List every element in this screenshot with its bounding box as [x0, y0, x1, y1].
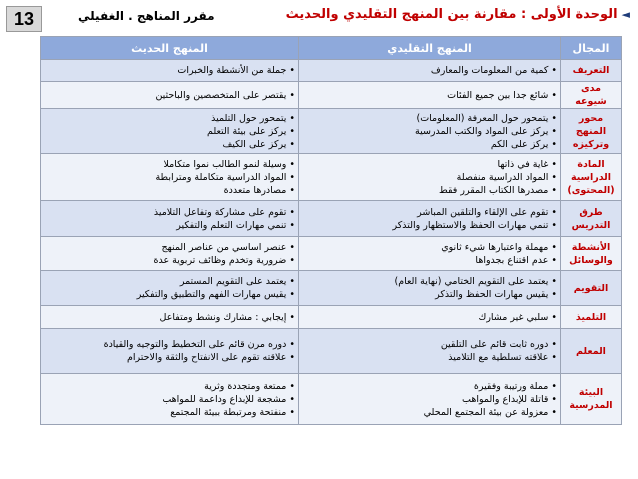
traditional-cell [299, 374, 561, 425]
table-header-row [41, 37, 622, 60]
bullet-item: • يركز على المواد والكتب المدرسية [302, 125, 557, 138]
bullet-item: • يعتمد على التقويم المستمر [44, 275, 295, 288]
bullet-item: • يقيس مهارات الفهم والتطبيق والتفكير [44, 288, 295, 301]
bullet-item: • تقوم على الإلقاء والتلقين المباشر [302, 206, 557, 219]
row-label: المعلم [561, 329, 622, 374]
traditional-cell [299, 201, 561, 237]
bullet-item: • تقوم على مشاركة وتفاعل التلاميذ [44, 206, 295, 219]
modern-cell [41, 306, 299, 329]
bullet-item: • وسيلة لنمو الطالب نموا متكاملا [44, 158, 295, 171]
bullet-item: • علاقته تقوم على الانفتاح والثقة والاحترام [44, 351, 295, 364]
bullet-item: • تنمي مهارات التعلم والتفكير [44, 219, 295, 232]
row-label: التلميذ [561, 306, 622, 329]
bullet-item: • عدم اقتناع بجدواها [302, 254, 557, 267]
bullet-item: • معزولة عن بيئة المجتمع المحلي [302, 406, 557, 419]
row-label: المادة الدراسية (المحتوى) [561, 154, 622, 201]
course-title: مقرر المناهج . الغفيلي [78, 9, 215, 23]
table-row [41, 329, 622, 374]
bullet-item: • كمية من المعلومات والمعارف [302, 64, 557, 77]
traditional-cell [299, 329, 561, 374]
table-row [41, 271, 622, 306]
bullet-item: • مصادرها متعددة [44, 184, 295, 197]
row-label: محور المنهج وتركيزه [561, 109, 622, 154]
bullet-item: • دوره مرن قائم على التخطيط والتوجيه والقيادة [44, 338, 295, 351]
row-label: طرق التدريس [561, 201, 622, 237]
table-row [41, 109, 622, 154]
bullet-item: • يركز على بيئة التعلم [44, 125, 295, 138]
traditional-cell [299, 237, 561, 271]
bullet-item: • المواد الدراسية متكاملة ومترابطة [44, 171, 295, 184]
column-header-modern: المنهج الحديث [41, 37, 299, 60]
bullet-item: • ممتعة ومتجددة وثرية [44, 380, 295, 393]
modern-cell [41, 271, 299, 306]
page-number: 13 [6, 6, 42, 32]
row-label: التعريف [561, 60, 622, 82]
table-row [41, 82, 622, 109]
traditional-cell [299, 60, 561, 82]
modern-cell [41, 60, 299, 82]
triangle-arrow-icon: ◄ [621, 8, 630, 21]
comparison-table [40, 36, 622, 425]
bullet-item: • مملة ورتيبة وفقيرة [302, 380, 557, 393]
unit-title-text: الوحدة الأولى : مقارنة بين المنهج التقليدي والحديث [285, 7, 618, 22]
traditional-cell [299, 271, 561, 306]
table-row [41, 306, 622, 329]
bullet-item: • يركز على الكم [302, 138, 557, 151]
traditional-cell [299, 154, 561, 201]
unit-title [286, 7, 630, 22]
bullet-item: • يتمحور حول التلميذ [44, 112, 295, 125]
bullet-item: • علاقته تسلطية مع التلاميذ [302, 351, 557, 364]
bullet-item: • يقيس مهارات الحفظ والتذكر [302, 288, 557, 301]
bullet-item: • منفتحة ومرتبطة ببيئة المجتمع [44, 406, 295, 419]
bullet-item: • مهملة واعتبارها شيء ثانوي [302, 241, 557, 254]
bullet-item: • مشجعة للإبداع وداعمة للمواهب [44, 393, 295, 406]
modern-cell [41, 109, 299, 154]
modern-cell [41, 374, 299, 425]
traditional-cell [299, 109, 561, 154]
column-header-domain: المجال [561, 37, 622, 60]
bullet-item: • تنمي مهارات الحفظ والاستظهار والتذكر [302, 219, 557, 232]
table-row [41, 201, 622, 237]
modern-cell [41, 201, 299, 237]
bullet-item: • يعتمد على التقويم الختامي (نهاية العام) [302, 275, 557, 288]
bullet-item: • يركز على الكيف [44, 138, 295, 151]
column-header-traditional: المنهج التقليدي [299, 37, 561, 60]
traditional-cell [299, 82, 561, 109]
modern-cell [41, 237, 299, 271]
modern-cell [41, 329, 299, 374]
table-row [41, 60, 622, 82]
bullet-item: • غاية في ذاتها [302, 158, 557, 171]
bullet-item: • شائع جدا بين جميع الفئات [302, 89, 557, 102]
bullet-item: • المواد الدراسية منفصلة [302, 171, 557, 184]
bullet-item: • قاتلة للإبداع والمواهب [302, 393, 557, 406]
bullet-item: • دوره ثابت قائم على التلقين [302, 338, 557, 351]
bullet-item: • جملة من الأنشطة والخبرات [44, 64, 295, 77]
row-label: البيئة المدرسية [561, 374, 622, 425]
bullet-item: • عنصر اساسي من عناصر المنهج [44, 241, 295, 254]
table-row [41, 154, 622, 201]
bullet-item: • يقتصر على المتخصصين والباحثين [44, 89, 295, 102]
modern-cell [41, 82, 299, 109]
bullet-item: • سلبي غير مشارك [302, 311, 557, 324]
modern-cell [41, 154, 299, 201]
page-header [0, 0, 638, 34]
table-row [41, 237, 622, 271]
traditional-cell [299, 306, 561, 329]
bullet-item: • يتمحور حول المعرفة (المعلومات) [302, 112, 557, 125]
row-label: الأنشطة والوسائل [561, 237, 622, 271]
bullet-item: • مصدرها الكتاب المقرر فقط [302, 184, 557, 197]
row-label: مدى شيوعه [561, 82, 622, 109]
table-row [41, 374, 622, 425]
bullet-item: • إيجابي : مشارك ونشط ومتفاعل [44, 311, 295, 324]
row-label: التقويم [561, 271, 622, 306]
bullet-item: • ضرورية وتخدم وظائف تربوية عدة [44, 254, 295, 267]
table-body [41, 60, 622, 425]
